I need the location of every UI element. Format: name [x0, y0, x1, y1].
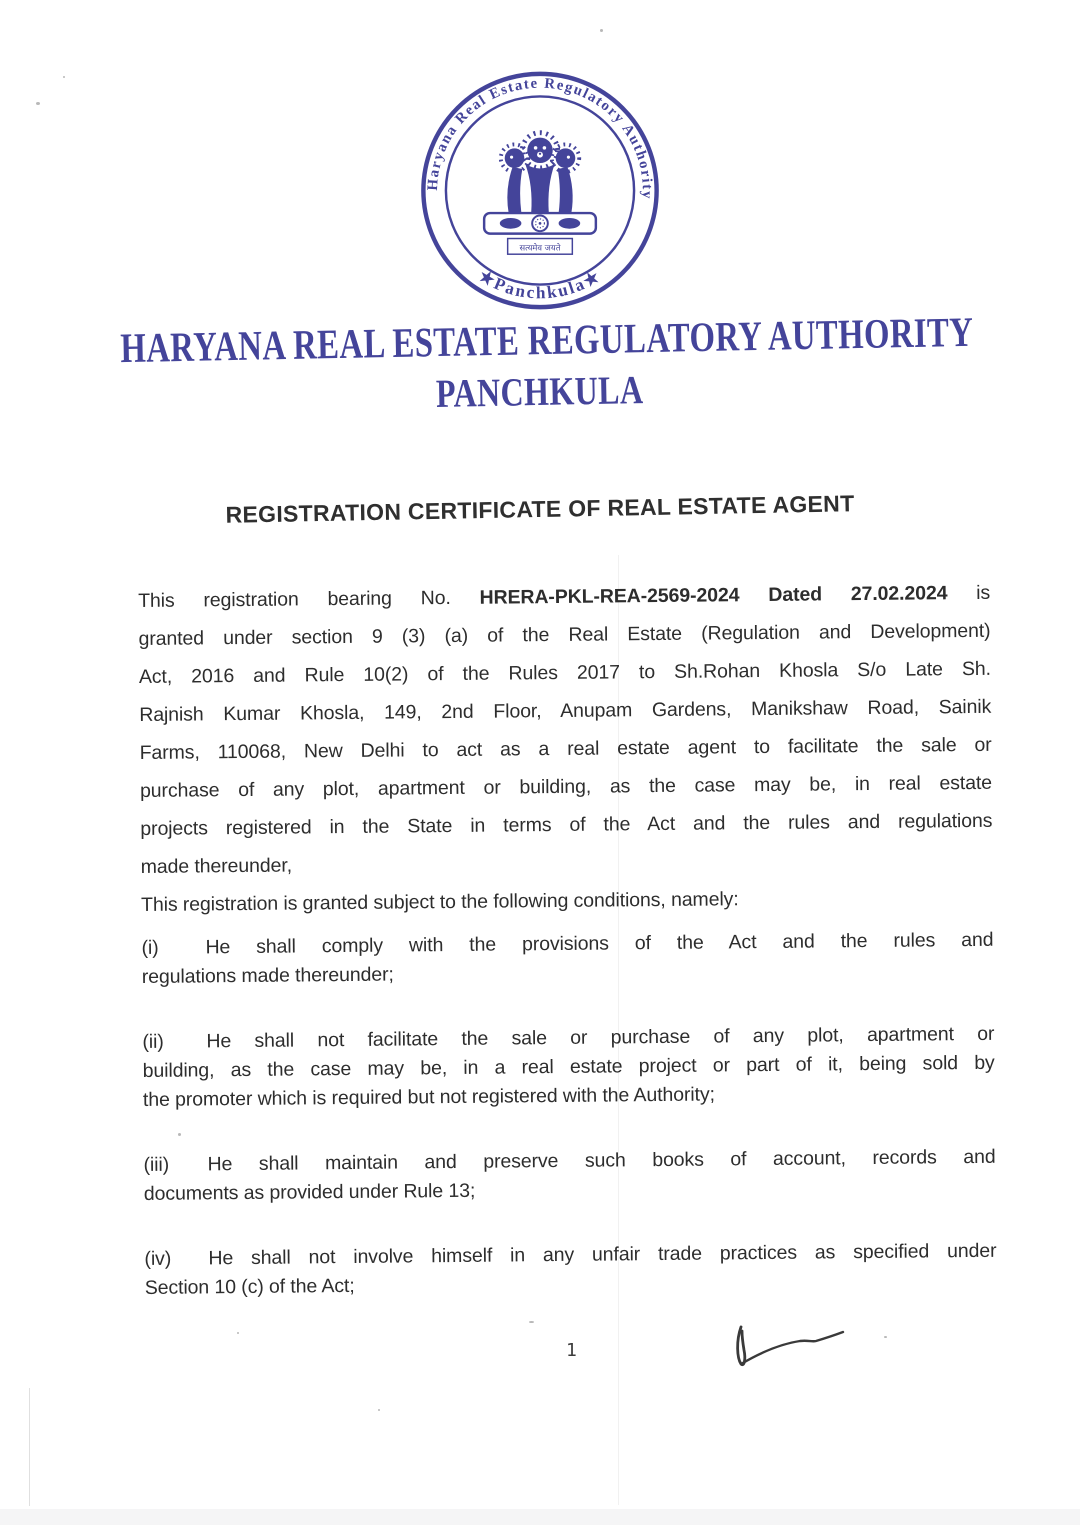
condition-line: (iv) He shall not involve himself in any unfair trade practices as specified under: [144, 1237, 996, 1274]
scan-speck: [178, 1133, 181, 1136]
seal-motto-text: सत्यमेव जयते: [519, 242, 561, 253]
paragraph-line: projects registered in the State in terms of the Act and the rules and regulations: [140, 809, 993, 840]
conditions-list: [141, 926, 997, 1303]
page-fold-line: [618, 555, 619, 1505]
scan-speck: [63, 76, 65, 78]
condition-line: (ii) He shall not facilitate the sale or purchase of any plot, apartment or: [142, 1020, 994, 1057]
scan-speck: [237, 1332, 239, 1334]
condition-item: [144, 1237, 997, 1303]
paragraph-line: Act, 2016 and Rule 10(2) of the Rules 2017 to Sh.Rohan Khosla S/o Late Sh.: [138, 657, 991, 688]
paragraph-line: purchase of any plot, apartment or building, as the case may be, in real estate: [139, 771, 993, 802]
authority-name-title: HARYANA REAL ESTATE REGULATORY AUTHORITY: [119, 309, 974, 373]
intro-paragraph: [138, 574, 993, 924]
scan-speck: [529, 1321, 534, 1323]
ashoka-emblem-seal: [418, 68, 663, 313]
condition-item: [141, 926, 994, 992]
certificate-heading: REGISTRATION CERTIFICATE OF REAL ESTATE AGENT: [225, 490, 855, 528]
signature-mark: [728, 1314, 850, 1376]
condition-line: the promoter which is required but not registered with the Authority;: [142, 1083, 715, 1111]
condition-item: [142, 1020, 995, 1115]
handwritten-initial-icon: [728, 1314, 850, 1376]
authority-city-title: PANCHKULA: [435, 367, 645, 416]
seal-bottom-text: ★Panchkula★: [475, 265, 605, 303]
condition-line: (iii) He shall maintain and preserve such books of account, records and: [143, 1143, 995, 1180]
page-number: 1: [566, 1340, 577, 1361]
condition-number: (iv): [144, 1247, 172, 1270]
condition-line: regulations made thereunder;: [141, 963, 394, 988]
condition-line: documents as provided under Rule 13;: [143, 1179, 476, 1205]
scan-speck: [36, 102, 40, 105]
paragraph-line: This registration bearing No. HRERA-PKL-REA-2569-2024 Dated 27.02.2024 is: [138, 581, 991, 612]
condition-line: building, as the case may be, in a real estate project or part of it, being sold by: [142, 1051, 995, 1082]
scan-bottom-shadow: [0, 1509, 1080, 1525]
condition-line: Section 10 (c) of the Act;: [144, 1274, 355, 1299]
paragraph-line: Farms, 110068, New Delhi to act as a real estate agent to facilitate the sale or: [139, 733, 992, 764]
condition-number: (iii): [143, 1153, 170, 1176]
paragraph-line: made thereunder,: [140, 854, 293, 878]
condition-line: (i) He shall comply with the provisions of the Act and the rules and: [141, 926, 993, 963]
condition-number: (ii): [142, 1030, 164, 1053]
paragraph-line: This registration is granted subject to the following conditions, namely:: [140, 888, 739, 916]
lion-capital-icon: [484, 133, 596, 255]
paragraph-line: granted under section 9 (3) (a) of the Real Estate (Regulation and Development): [138, 619, 991, 650]
masthead: [0, 309, 1080, 416]
condition-item: [143, 1143, 996, 1209]
paragraph-line: Rajnish Kumar Khosla, 149, 2nd Floor, Anupam Gardens, Manikshaw Road, Sainik: [139, 695, 992, 726]
authority-seal: [418, 68, 663, 313]
scan-edge-line: [29, 1388, 30, 1506]
condition-number: (i): [141, 936, 159, 959]
scan-speck: [884, 1336, 887, 1338]
scan-speck: [378, 1409, 380, 1411]
scan-speck: [600, 29, 603, 32]
seal-ring-text: Haryana Real Estate Regulatory Authority: [424, 75, 655, 201]
certificate-body: [138, 574, 997, 1339]
